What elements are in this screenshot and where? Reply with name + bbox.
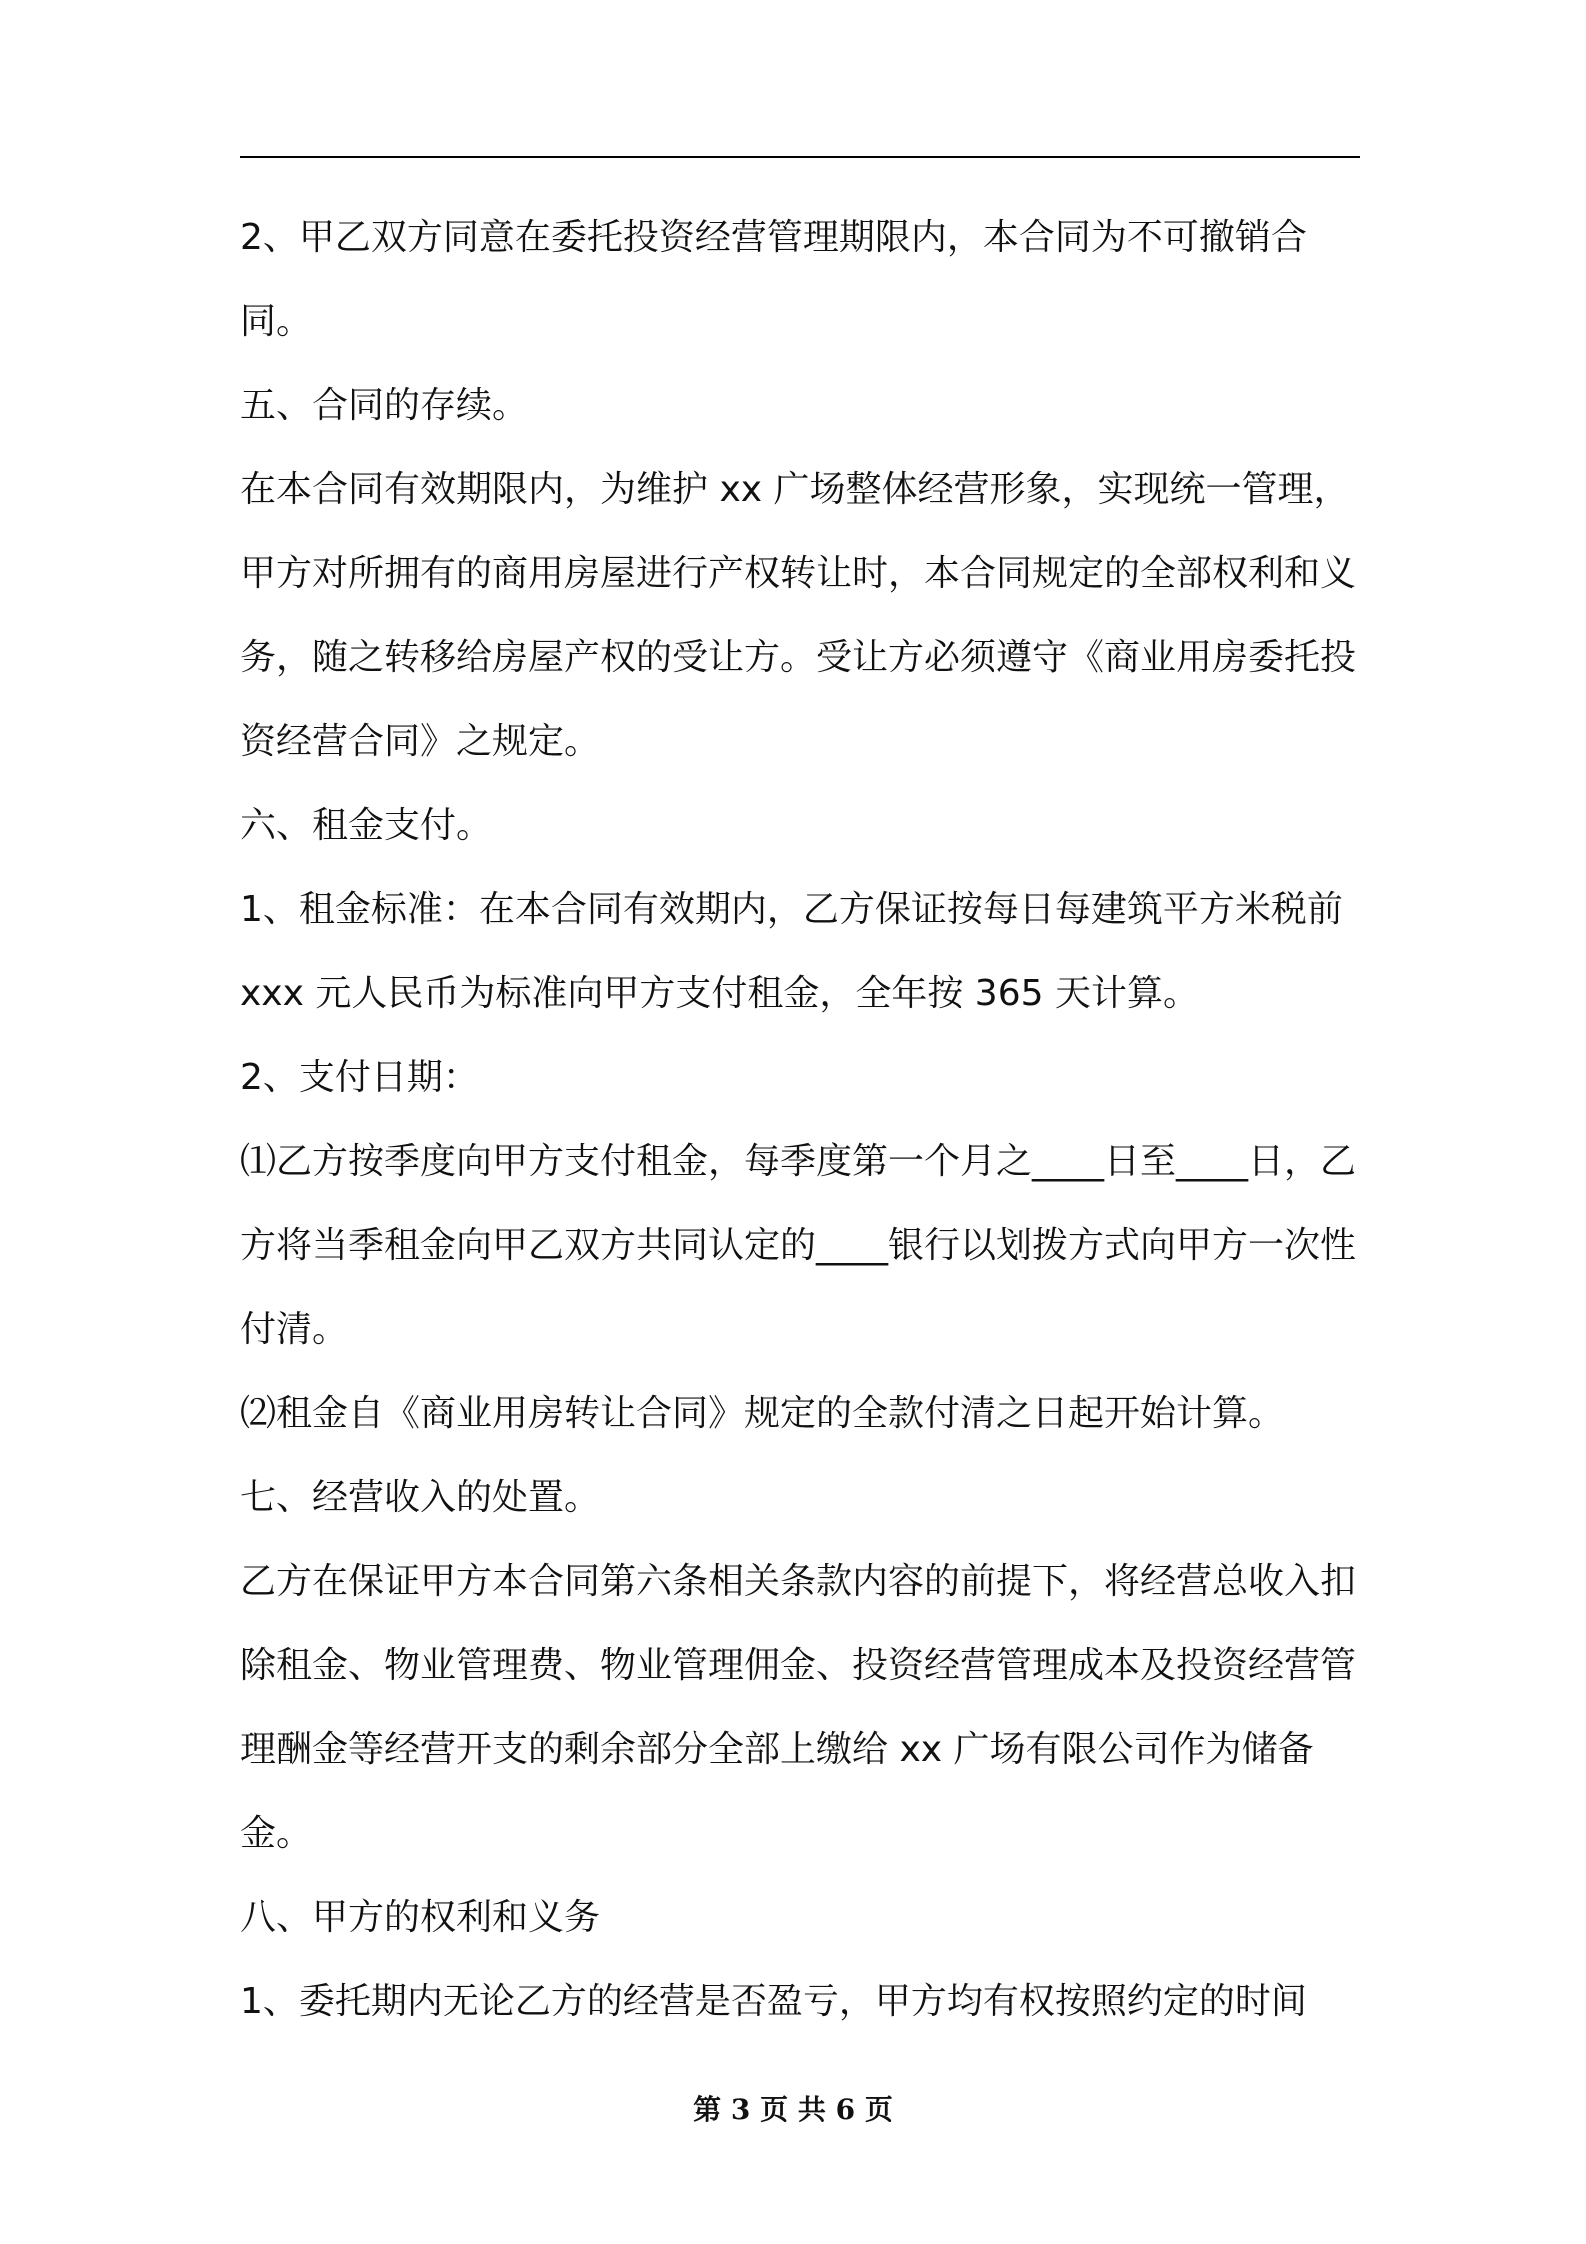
heading-section-5: 五、合同的存续。 <box>240 385 529 426</box>
paragraph-contract-continuation: 在本合同有效期限内，为维护 xx 广场整体经营形象，实现统一管理，甲方对所拥有的商用房屋进行产权转让时，本合同规定的全部权利和义务，随之转移给房屋产权的受让方。受让方必须遵守《商业用房委托投资经营合同》之规定。 <box>240 469 1357 762</box>
paragraph-clause-2-irrevocable: 2、甲乙双方同意在委托投资经营管理期限内，本合同为不可撤销合同。 <box>240 217 1307 342</box>
heading-section-6: 六、租金支付。 <box>240 805 493 846</box>
heading-section-7: 七、经营收入的处置。 <box>240 1477 601 1518</box>
paragraph-rent-standard: 1、租金标准：在本合同有效期内，乙方保证按每日每建筑平方米税前 xxx 元人民币为标准向甲方支付租金，全年按 365 天计算。 <box>240 889 1343 1014</box>
heading-section-8: 八、甲方的权利和义务 <box>240 1897 601 1938</box>
document-body <box>240 196 1370 2044</box>
page-number-footer: 第 3 页 共 6 页 <box>693 2093 893 2126</box>
header-rule <box>240 156 1360 158</box>
paragraph-income-disposal: 乙方在保证甲方本合同第六条相关条款内容的前提下，将经营总收入扣除租金、物业管理费、物业管理佣金、投资经营管理成本及投资经营管理酬金等经营开支的剩余部分全部上缴给 xx 广场有限公司作为储备金。 <box>240 1561 1357 1854</box>
paragraph-party-a-rights: 1、委托期内无论乙方的经营是否盈亏，甲方均有权按照约定的时间 <box>240 1981 1307 2022</box>
paragraph-rent-start: ⑵租金自《商业用房转让合同》规定的全款付清之日起开始计算。 <box>240 1393 1285 1434</box>
paragraph-payment-quarterly: ⑴乙方按季度向甲方支付租金，每季度第一个月之____日至____日，乙方将当季租金向甲乙双方共同认定的____银行以划拨方式向甲方一次性付清。 <box>240 1141 1357 1350</box>
paragraph-payment-date-title: 2、支付日期： <box>240 1057 479 1098</box>
